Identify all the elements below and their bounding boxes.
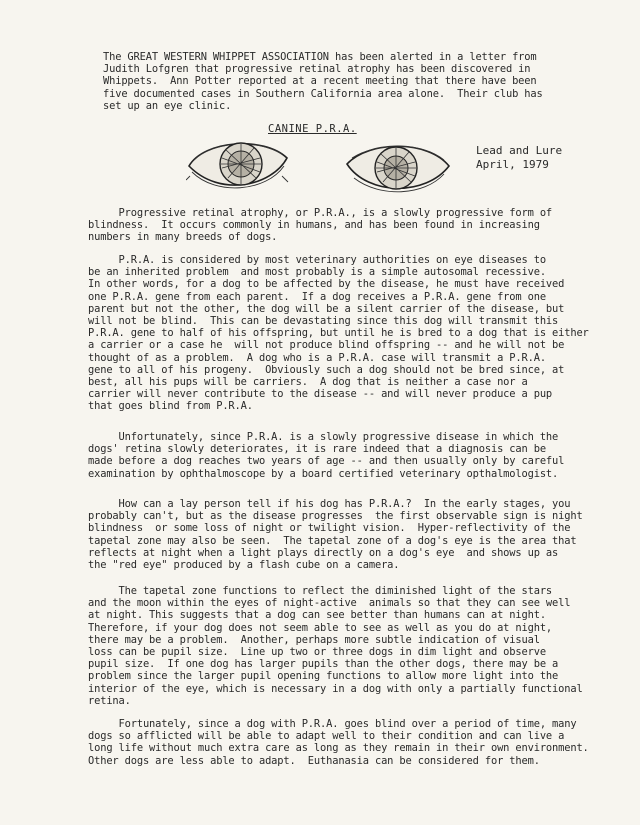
paragraph-1: Progressive retinal atrophy, or P.R.A., is a slowly progressive form of blindness. It occurs commonly in humans, and has been found in increasing numbers in many breeds of dogs. <box>88 207 553 244</box>
paragraph-2: P.R.A. is considered by most veterinary authorities on eye diseases to be an inherited problem and most probably is a simple autosomal recessive. In other words, for a dog to be affected by the disease, he must have received one P.R.A. gene from each parent. If a dog receives a P.R.A. gene from one parent but not the other, the dog will be a silent carrier of the disease, but will not be blind. This can be devastating since this dog will transmit this P.R.A. gene to half of his offspring, but until he is bred to a dog that is either a carrier or a case he will not produce blind offspring -- and he will not be thought of as a problem. A dog who is a P.R.A. case will transmit a P.R.A. gene to all of his progeny. Obviously such a dog should not be bred since, at best, all his pups will be carriers. A dog that is neither a case nor a carrier will never contribute to the disease -- and will never produce a pup that goes blind from P.R.A. <box>88 254 589 413</box>
paragraph-6: Fortunately, since a dog with P.R.A. goes blind over a period of time, many dogs so afflicted will be able to adapt well to their condition and can live a long life without much extra care as long as they remain in their own environment. Other dogs are less able to adapt. Euthanasia can be considered for them. <box>88 718 589 767</box>
paragraph-5: The tapetal zone functions to reflect the diminished light of the stars and the moon within the eyes of night-active animals so that they can see well at night. This suggests that a dog can see better than humans can at night. Therefore, if your dog does not seem able to see as well as you do at night, there may be a problem. Another, perhaps more subtle indication of visual loss can be pupil size. Line up two or three dogs in dim light and observe pupil size. If one dog has larger pupils than the other dogs, there may be a problem since the larger pupil opening functions to allow more light into the interior of the eye, which is necessary in a dog with only a partially functional retina. <box>88 585 583 707</box>
source-citation: Lead and Lure April, 1979 <box>476 144 563 171</box>
paragraph-3: Unfortunately, since P.R.A. is a slowly progressive disease in which the dogs' retina slowly deteriorates, it is rare indeed that a diagnosis can be made before a dog reaches two years of age -- and then usually only by careful examination by ophthalmoscope by a board certified veterinary opthalmologist. <box>88 431 565 480</box>
left-eye-illustration <box>186 136 290 198</box>
intro-paragraph: The GREAT WESTERN WHIPPET ASSOCIATION has been alerted in a letter from Judith Lofgren that progressive retinal atrophy has been discovered in Whippets. Ann Potter reported at a recent meeting that there have been five documented cases in Southern California area alone. Their club has set up an eye clinic. <box>103 51 543 112</box>
paragraph-4: How can a lay person tell if his dog has P.R.A.? In the early stages, you probably can't, but as the disease progresses the first observable sign is night blindness or some loss of night or twilight vision. Hyper-reflectivity of the tapetal zone may also be seen. The tapetal zone of a dog's eye is the area that reflects at night when a light plays directly on a dog's eye and shows up as the "red eye" produced by a flash cube on a camera. <box>88 498 583 572</box>
right-eye-illustration <box>344 138 452 200</box>
article-title: CANINE P.R.A. <box>268 123 357 135</box>
